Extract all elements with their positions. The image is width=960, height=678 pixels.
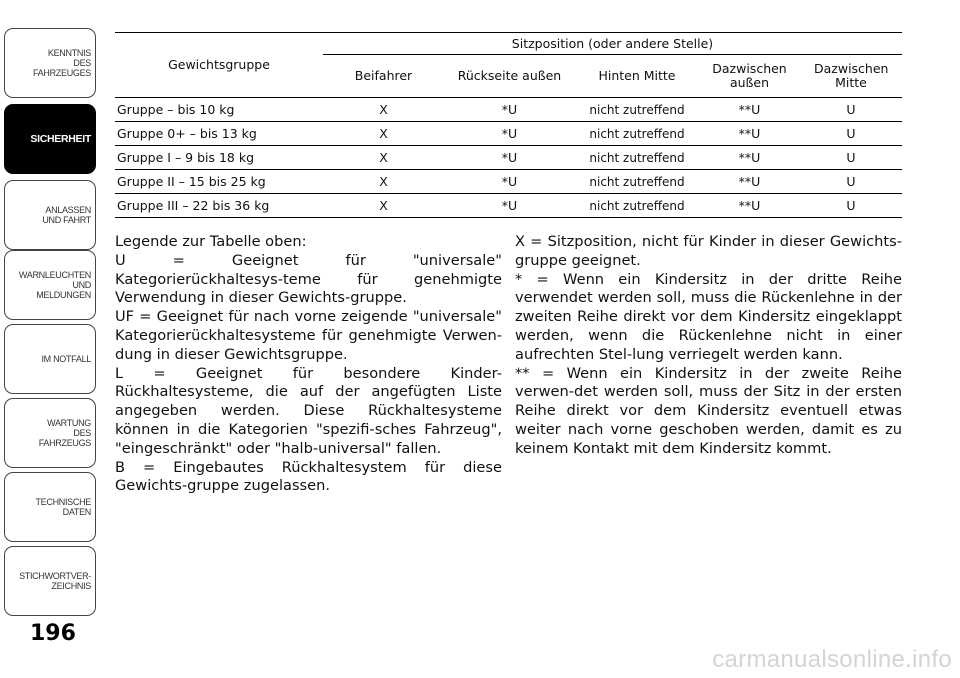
table-cell: U [800, 122, 902, 146]
table-cell: *U [444, 170, 575, 194]
tab-label: ANLASSEN UND FAHRT [42, 205, 91, 225]
weight-group-cell: Gruppe II – 15 bis 25 kg [115, 170, 323, 194]
table-cell: U [800, 146, 902, 170]
table-cell: *U [444, 122, 575, 146]
tab-label: SICHERHEIT [30, 133, 91, 145]
watermark: carmanualsonline.info [712, 646, 952, 673]
table-cell: **U [699, 170, 800, 194]
tab-label: KENNTNIS DES FAHRZEUGES [32, 48, 91, 78]
table-row [115, 98, 902, 122]
legend-uf: UF = Geeignet für nach vorne zeigende "universale" Kategorierückhaltesysteme für genehmigte Verwen-dung in dieser Gewichtsgruppe. [115, 308, 502, 363]
table-cell: X [323, 146, 444, 170]
table-cell: X [323, 122, 444, 146]
tab-anlassen-und-fahrt[interactable] [4, 180, 96, 250]
table-cell: *U [444, 194, 575, 218]
table-cell: U [800, 194, 902, 218]
table-cell: **U [699, 122, 800, 146]
note-single-star: * = Wenn ein Kindersitz in der dritte Reihe verwendet werden soll, muss die Rückenlehne in der zweiten Reihe direkt vor dem Kindersitz eingeklappt werden, wenn die Rückenlehne nicht in einer aufrechten Stel-lung verriegelt werden kann. [515, 270, 902, 363]
table-cell: U [800, 98, 902, 122]
table-cell: nicht zutreffend [575, 122, 699, 146]
weight-group-header: Gewichtsgruppe [115, 33, 323, 98]
tab-label: WARNLEUCHTEN UND MELDUNGEN [18, 270, 91, 300]
table-row [115, 146, 902, 170]
legend-l: L = Geeignet für besondere Kinder-Rückhaltesysteme, die auf der angefügten Liste angegeben werden. Diese Rückhaltesysteme können in die Kategorien "spezifi-sches Fahrzeug", "eingeschränkt" oder "halb-universal" fallen. [115, 364, 502, 457]
column-header: Dazwischen außen [712, 61, 787, 90]
weight-group-cell: Gruppe 0+ – bis 13 kg [115, 122, 323, 146]
tab-label: TECHNISCHE DATEN [35, 497, 91, 517]
table-cell: nicht zutreffend [575, 146, 699, 170]
weight-group-cell: Gruppe – bis 10 kg [115, 98, 323, 122]
tab-wartung-des-fahrzeugs[interactable] [4, 398, 96, 468]
table-cell: nicht zutreffend [575, 194, 699, 218]
table-cell: nicht zutreffend [575, 170, 699, 194]
table-cell: *U [444, 98, 575, 122]
column-header: Beifahrer [354, 68, 413, 83]
legend-column [115, 233, 502, 496]
table-row [115, 194, 902, 218]
column-header: Dazwischen Mitte [814, 61, 889, 90]
column-header: Hinten Mitte [598, 68, 676, 83]
table-row [115, 122, 902, 146]
weight-group-cell: Gruppe I – 9 bis 18 kg [115, 146, 323, 170]
tab-im-notfall[interactable] [4, 324, 96, 394]
tab-label: IM NOTFALL [41, 354, 91, 364]
column-header: Rückseite außen [457, 68, 562, 83]
child-seat-table [115, 32, 902, 218]
chapter-tabs [0, 0, 104, 600]
legend-u: U = Geeignet für "universale" Kategorierückhaltesys-teme für genehmigte Verwendung in dieser Gewichts-gruppe. [115, 251, 502, 307]
tab-label: STICHWORTVER- ZEICHNIS [19, 571, 91, 591]
legend-x: X = Sitzposition, nicht für Kinder in dieser Gewichts-gruppe geeignet. [515, 233, 902, 269]
tab-kenntnis-des-fahrzeuges[interactable] [4, 28, 96, 98]
table-cell: X [323, 170, 444, 194]
table-cell: U [800, 170, 902, 194]
table-cell: *U [444, 146, 575, 170]
table-cell: X [323, 98, 444, 122]
legend-title: Legende zur Tabelle oben: [115, 233, 307, 250]
table-row [115, 170, 902, 194]
tab-stichwortverzeichnis[interactable] [4, 546, 96, 616]
seat-position-header: Sitzposition (oder andere Stelle) [323, 33, 902, 55]
tab-technische-daten[interactable] [4, 472, 96, 542]
table-cell: **U [699, 146, 800, 170]
weight-group-cell: Gruppe III – 22 bis 36 kg [115, 194, 323, 218]
tab-sicherheit[interactable] [4, 104, 96, 174]
notes-column [515, 233, 902, 459]
legend-b: B = Eingebautes Rückhaltesystem für diese Gewichts-gruppe zugelassen. [115, 458, 502, 495]
table-cell: **U [699, 194, 800, 218]
tab-label: WARTUNG DES FAHRZEUGS [38, 418, 91, 448]
table-cell: X [323, 194, 444, 218]
table-cell: **U [699, 98, 800, 122]
page-number: 196 [30, 621, 76, 646]
tab-warnleuchten-und-meldungen[interactable] [4, 250, 96, 320]
table-cell: nicht zutreffend [575, 98, 699, 122]
note-double-star: ** = Wenn ein Kindersitz in der zweite Reihe verwen-det werden soll, muss der Sitz in der ersten Reihe direkt vor dem Kindersitz eventuell etwas weiter nach vorne geschoben werden, damit es zu keinem Kontakt mit dem Kindersitz kommt. [515, 364, 902, 457]
